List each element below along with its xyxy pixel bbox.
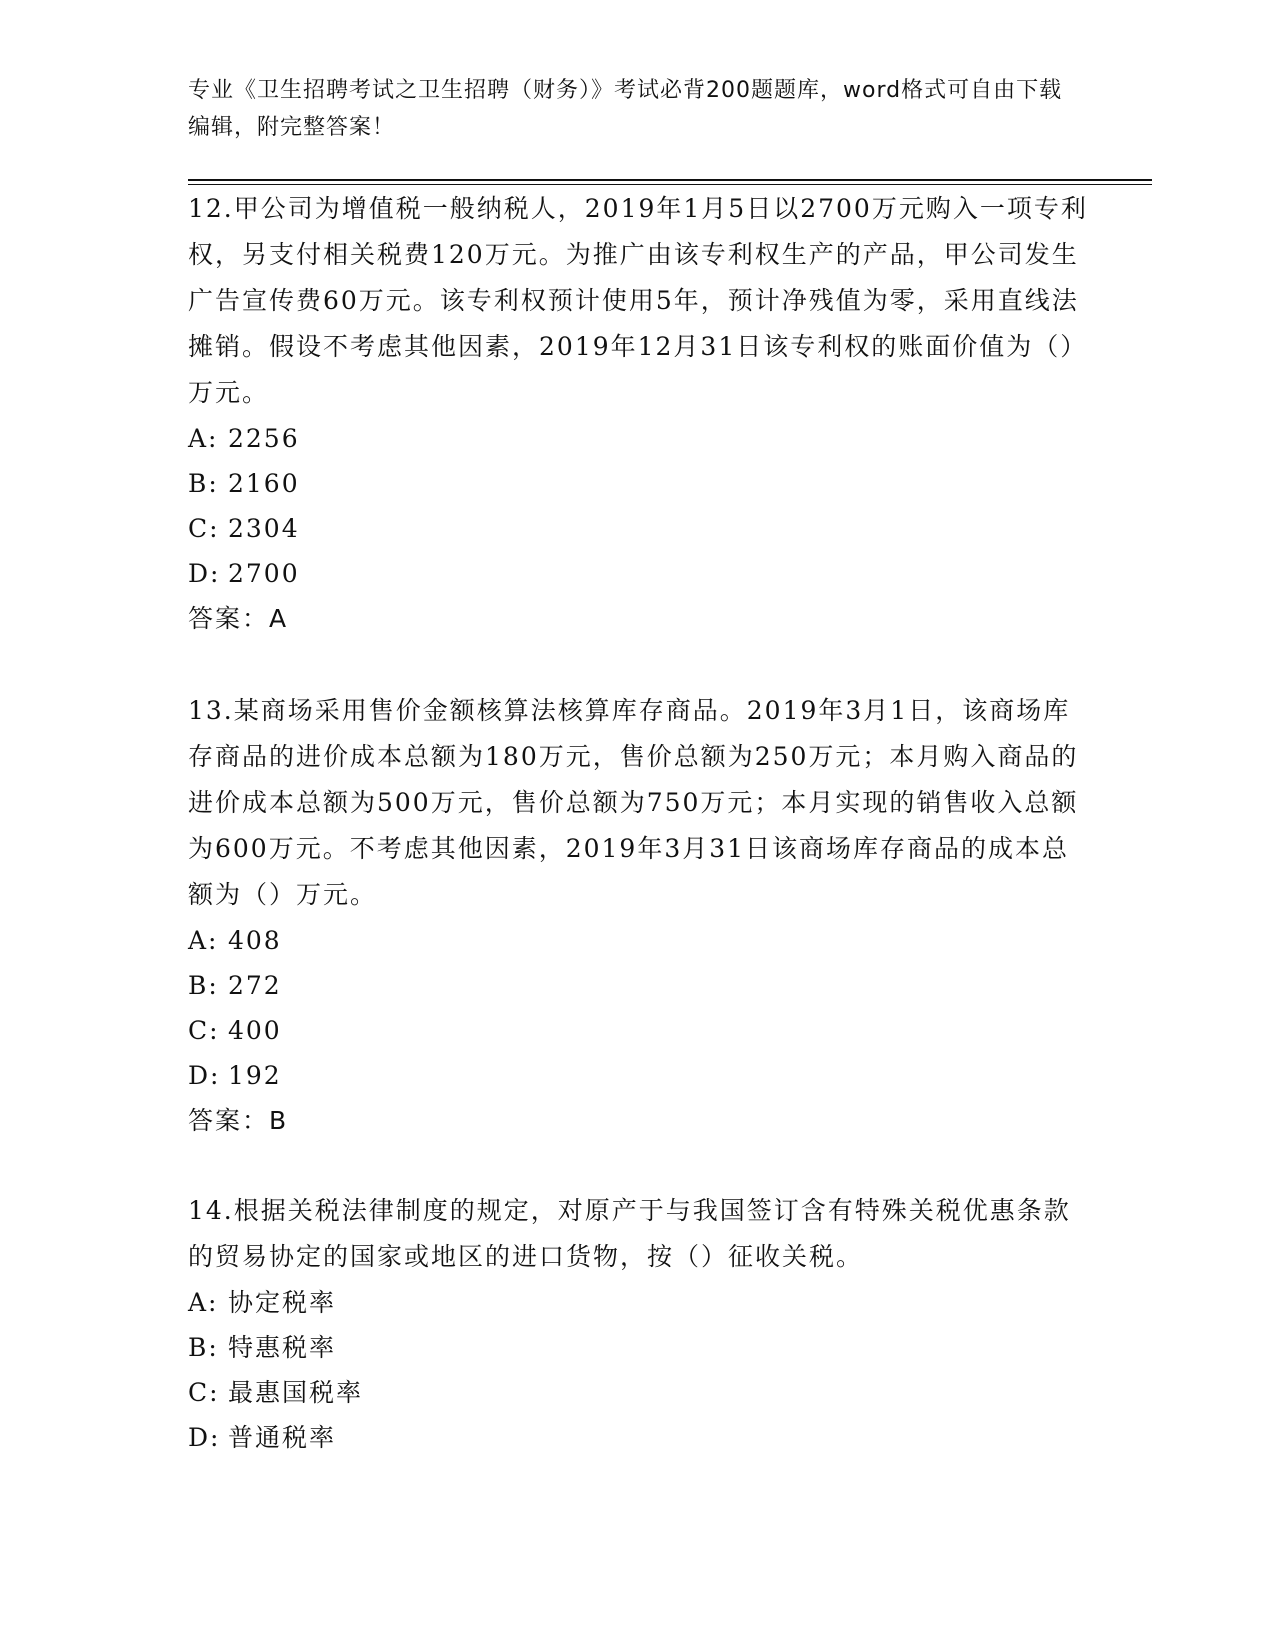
option-text: 2304 [228, 514, 300, 543]
option-label: D: [188, 1061, 221, 1090]
option-d [188, 1053, 1088, 1098]
option-c [188, 1008, 1088, 1053]
header-rule-thick [188, 179, 1152, 181]
option-label: C: [188, 1378, 220, 1407]
option-text: 最惠国税率 [228, 1378, 364, 1407]
option-d [188, 551, 1088, 596]
option-text: 特惠税率 [228, 1333, 337, 1362]
option-text: 192 [228, 1061, 282, 1090]
option-label: B: [188, 971, 219, 1000]
option-label: D: [188, 1423, 221, 1452]
option-label: B: [188, 469, 219, 498]
option-label: A: [188, 926, 219, 955]
option-text: 408 [228, 926, 282, 955]
question-text: 12.甲公司为增值税一般纳税人，2019年1月5日以2700万元购入一项专利权，另支付相关税费120万元。为推广由该专利权生产的产品，甲公司发生广告宣传费60万元。该专利权预计使用5年，预计净残值为零，采用直线法摊销。假设不考虑其他因素，2019年12月31日该专利权的账面价值为（）万元。 [188, 194, 1088, 407]
option-a [188, 918, 1088, 963]
option-label: A: [188, 1288, 219, 1317]
option-label: C: [188, 1016, 220, 1045]
option-a [188, 1280, 1088, 1325]
option-b [188, 963, 1088, 1008]
option-label: B: [188, 1333, 219, 1362]
document-header: 专业《卫生招聘考试之卫生招聘（财务）》考试必背200题题库，word格式可自由下载编辑，附完整答案！ [188, 78, 1063, 140]
question-12 [188, 186, 1088, 641]
option-text: 协定税率 [228, 1288, 337, 1317]
option-text: 272 [228, 971, 282, 1000]
option-label: D: [188, 559, 221, 588]
answer: 答案：A [188, 604, 289, 633]
option-d [188, 1415, 1088, 1460]
option-text: 2256 [228, 424, 300, 453]
option-label: C: [188, 514, 220, 543]
option-a [188, 416, 1088, 461]
option-label: A: [188, 424, 219, 453]
option-text: 400 [228, 1016, 282, 1045]
question-13 [188, 688, 1088, 1143]
option-c [188, 506, 1088, 551]
question-14 [188, 1188, 1088, 1460]
header-rule-thin [188, 184, 1152, 185]
option-text: 普通税率 [228, 1423, 337, 1452]
answer: 答案：B [188, 1106, 289, 1135]
question-text: 13.某商场采用售价金额核算法核算库存商品。2019年3月1日，该商场库存商品的进价成本总额为180万元，售价总额为250万元；本月购入商品的进价成本总额为500万元，售价总额为750万元；本月实现的销售收入总额为600万元。不考虑其他因素，2019年3月31日该商场库存商品的成本总额为（）万元。 [188, 696, 1079, 909]
option-b [188, 461, 1088, 506]
option-c [188, 1370, 1088, 1415]
question-text: 14.根据关税法律制度的规定，对原产于与我国签订含有特殊关税优惠条款的贸易协定的国家或地区的进口货物，按（）征收关税。 [188, 1196, 1071, 1271]
option-text: 2160 [228, 469, 300, 498]
option-b [188, 1325, 1088, 1370]
option-text: 2700 [228, 559, 300, 588]
